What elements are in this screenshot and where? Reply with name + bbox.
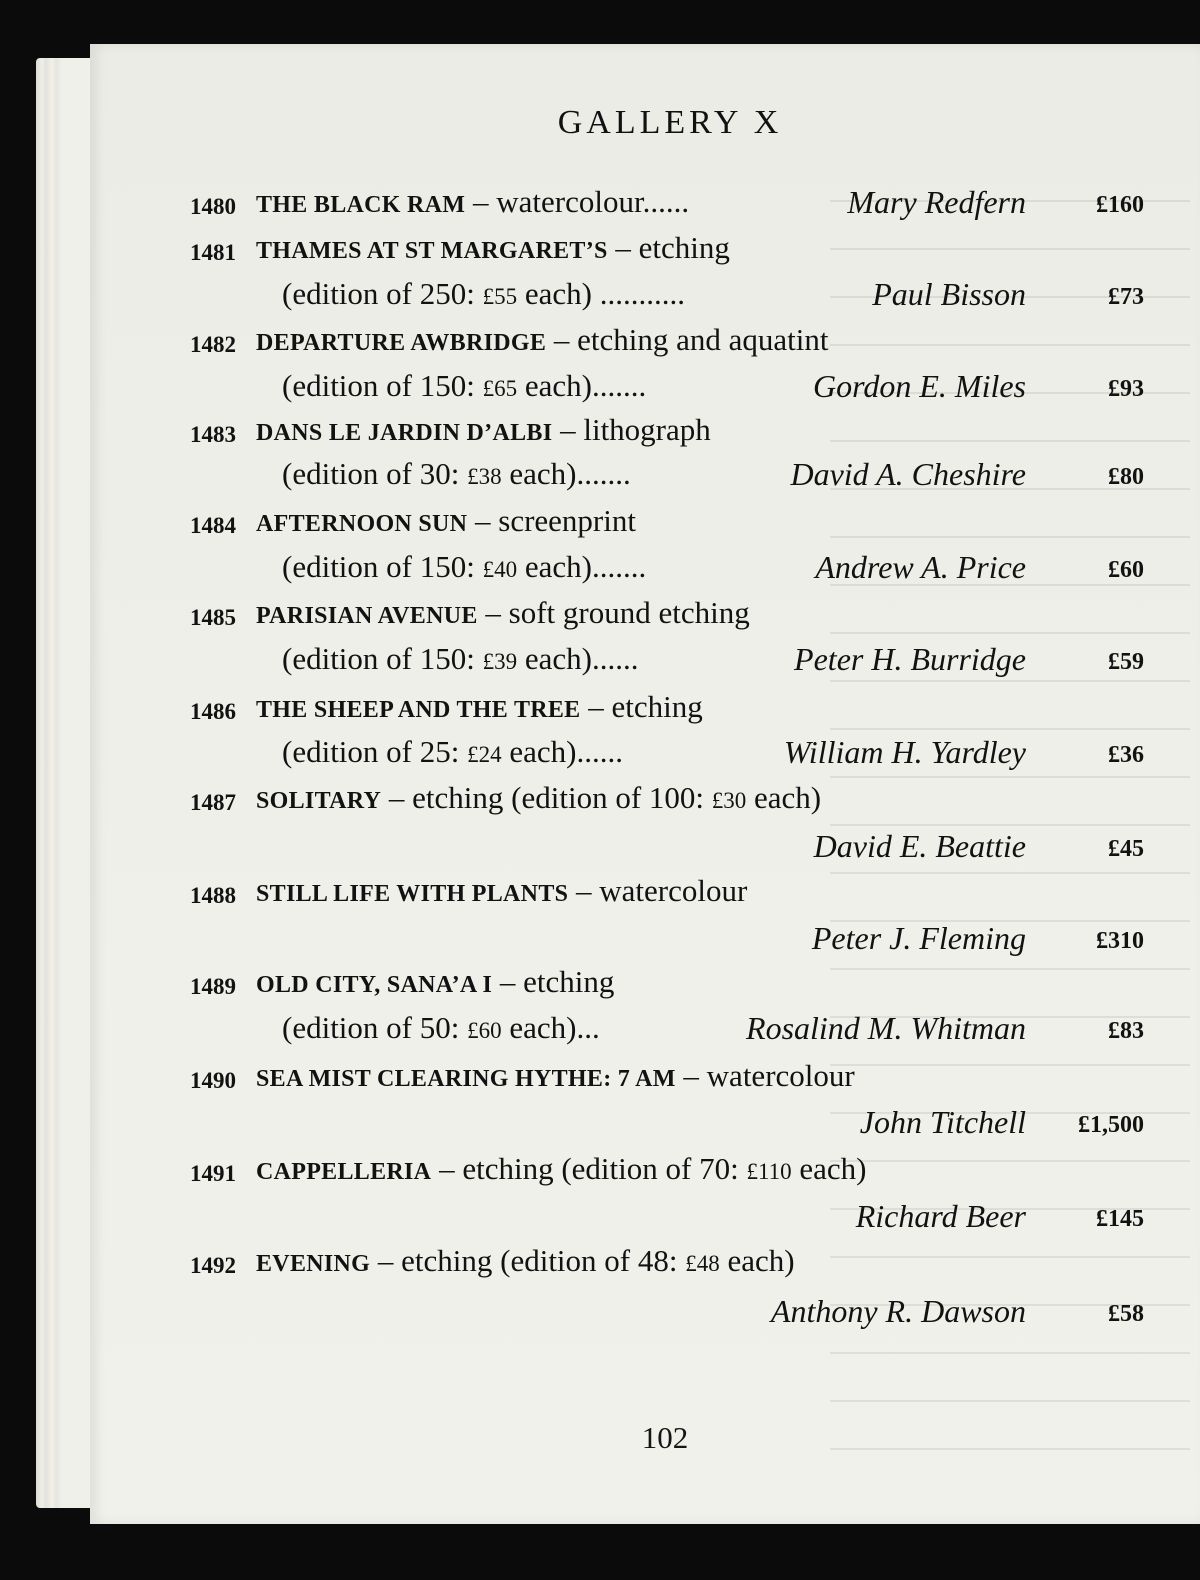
price: £145 — [1096, 1206, 1144, 1232]
dot-leader: ...... — [591, 641, 639, 676]
entry-medium: – watercolour — [465, 184, 643, 219]
edition-each: each) — [517, 276, 592, 311]
edition-label: (edition of 50: — [282, 1010, 468, 1045]
entry-1481 — [0, 230, 1200, 276]
edition-price: £39 — [482, 649, 518, 674]
price: £80 — [1108, 464, 1144, 490]
artist-name: Peter H. Burridge — [794, 641, 1026, 677]
entry-1489-edition — [0, 1010, 1200, 1056]
artist-name: David A. Cheshire — [790, 456, 1026, 492]
entry-number: 1487 — [190, 790, 236, 815]
entry-number: 1489 — [190, 974, 236, 999]
edition-each: each) — [746, 780, 822, 815]
entry-description — [256, 689, 703, 725]
edition-each: each) — [791, 1151, 867, 1186]
dot-leader: ....... — [576, 456, 631, 491]
entry-medium: – etching — [607, 230, 730, 265]
entry-medium: – watercolour — [568, 873, 748, 908]
dot-leader: ...... — [576, 734, 623, 769]
entry-title: EVENING — [256, 1251, 371, 1277]
price: £1,500 — [1078, 1112, 1144, 1138]
entry-title: OLD CITY, SANA’A I — [256, 972, 493, 998]
entry-1487 — [0, 780, 1200, 826]
entry-title: CAPPELLERIA — [256, 1159, 432, 1185]
entry-1486-edition — [0, 734, 1200, 780]
entry-1490-artist-line — [0, 1104, 1200, 1150]
entry-title: PARISIAN AVENUE — [256, 603, 478, 629]
entry-1483 — [0, 412, 1200, 458]
entry-number: 1482 — [190, 332, 236, 357]
edition-label: (edition of 30: — [282, 456, 468, 491]
page-number: 102 — [641, 1420, 689, 1455]
entry-number: 1490 — [190, 1068, 236, 1093]
price: £36 — [1108, 742, 1144, 768]
entry-description — [256, 1243, 795, 1279]
entry-description — [256, 780, 821, 816]
entry-description — [256, 873, 747, 909]
edition-label: (edition of 250: — [282, 276, 483, 311]
entry-description — [256, 322, 829, 358]
entry-medium: – etching and aquatint — [546, 322, 829, 357]
edition-each: each) — [501, 456, 577, 491]
artist-name: Paul Bisson — [872, 276, 1026, 312]
entry-medium: – etching (edition of 70: — [431, 1151, 747, 1186]
entry-1482-edition — [0, 368, 1200, 414]
price: £310 — [1096, 928, 1144, 954]
entry-title: THE SHEEP AND THE TREE — [256, 697, 581, 723]
edition-price: £110 — [746, 1159, 792, 1184]
edition-text — [282, 368, 646, 404]
entry-number: 1492 — [190, 1253, 236, 1278]
artist-name: Peter J. Fleming — [811, 920, 1026, 956]
entry-1491 — [0, 1151, 1200, 1197]
price: £83 — [1108, 1018, 1144, 1044]
dot-leader: ....... — [591, 368, 647, 403]
artist-name: David E. Beattie — [813, 828, 1026, 864]
entry-description — [256, 503, 636, 539]
edition-label: (edition of 150: — [282, 641, 483, 676]
dot-leader: ....... — [591, 549, 647, 584]
entry-description — [256, 595, 750, 631]
price: £93 — [1108, 376, 1144, 402]
dot-leader: ... — [576, 1010, 600, 1045]
edition-label: (edition of 150: — [282, 549, 483, 584]
edition-price: £55 — [482, 284, 518, 309]
entry-1490 — [0, 1058, 1200, 1104]
entry-title: SOLITARY — [256, 788, 382, 814]
entry-title: THE BLACK RAM — [256, 192, 466, 218]
edition-text — [282, 276, 685, 312]
edition-text — [282, 549, 646, 585]
entry-medium: – lithograph — [552, 412, 711, 447]
edition-text — [282, 456, 631, 492]
edition-each: each) — [517, 641, 592, 676]
entry-1483-edition — [0, 456, 1200, 502]
entry-medium: – etching (edition of 48: — [370, 1243, 686, 1278]
price: £160 — [1096, 192, 1144, 218]
edition-label: (edition of 25: — [282, 734, 468, 769]
entry-medium: – screenprint — [467, 503, 636, 538]
entry-1488-artist-line — [0, 920, 1200, 966]
entry-1486 — [0, 689, 1200, 735]
entry-number: 1486 — [190, 699, 236, 724]
artist-name: Richard Beer — [855, 1198, 1026, 1234]
edition-each: each) — [719, 1243, 795, 1278]
entry-medium: – soft ground etching — [477, 595, 750, 630]
entry-number: 1483 — [190, 422, 236, 447]
edition-each: each) — [517, 368, 592, 403]
edition-price: £60 — [467, 1018, 502, 1043]
entry-medium: – etching — [580, 689, 703, 724]
entry-description — [256, 964, 614, 1000]
entry-1484-edition — [0, 549, 1200, 595]
entry-title: STILL LIFE WITH PLANTS — [256, 881, 569, 907]
edition-text — [282, 734, 623, 770]
entry-medium: – etching (edition of 100: — [381, 780, 712, 815]
edition-text — [282, 1010, 600, 1046]
entry-description — [256, 184, 689, 220]
artist-name: Mary Redfern — [847, 184, 1026, 220]
edition-price: £48 — [685, 1251, 720, 1276]
artist-name: Rosalind M. Whitman — [746, 1010, 1026, 1046]
entry-1480 — [0, 184, 1200, 230]
entry-1487-artist-line — [0, 828, 1200, 874]
artist-name: Gordon E. Miles — [812, 368, 1026, 404]
edition-each: each) — [517, 549, 592, 584]
entry-description — [256, 1151, 866, 1187]
entry-number: 1481 — [190, 240, 236, 265]
entry-1485-edition — [0, 641, 1200, 687]
price: £59 — [1108, 649, 1144, 675]
price: £73 — [1108, 284, 1144, 310]
edition-price: £30 — [711, 788, 747, 813]
edition-price: £24 — [467, 742, 502, 767]
artist-name: John Titchell — [859, 1104, 1026, 1140]
edition-each: each) — [501, 734, 577, 769]
entry-1492 — [0, 1243, 1200, 1289]
edition-price: £65 — [482, 376, 518, 401]
entry-1492-artist-line — [0, 1293, 1200, 1339]
entry-number: 1491 — [190, 1161, 236, 1186]
edition-price: £38 — [467, 464, 502, 489]
edition-each: each) — [501, 1010, 577, 1045]
entry-title: THAMES AT ST MARGARET’S — [256, 238, 608, 264]
artist-name: Anthony R. Dawson — [770, 1293, 1026, 1329]
price: £45 — [1108, 836, 1144, 862]
entry-medium: – watercolour — [675, 1058, 855, 1093]
entry-description — [256, 230, 730, 266]
entry-title: DANS LE JARDIN D’ALBI — [256, 420, 553, 446]
entry-1489 — [0, 964, 1200, 1010]
dot-leader: ...... — [642, 184, 690, 219]
price: £58 — [1108, 1301, 1144, 1327]
entry-1482 — [0, 322, 1200, 368]
dot-leader: ........... — [591, 276, 685, 311]
artist-name: Andrew A. Price — [815, 549, 1026, 585]
edition-text — [282, 641, 638, 677]
entry-number: 1488 — [190, 883, 236, 908]
entry-title: DEPARTURE AWBRIDGE — [256, 330, 547, 356]
entry-1491-artist-line — [0, 1198, 1200, 1244]
entry-description — [256, 412, 711, 448]
page-title: GALLERY X — [557, 104, 783, 141]
entry-number: 1480 — [190, 194, 236, 219]
entry-description — [256, 1058, 855, 1094]
entry-1481-edition — [0, 276, 1200, 322]
entry-medium: – etching — [492, 964, 615, 999]
entry-1488 — [0, 873, 1200, 919]
entry-title: AFTERNOON SUN — [256, 511, 468, 537]
price: £60 — [1108, 557, 1144, 583]
entry-1485 — [0, 595, 1200, 641]
entry-title: SEA MIST CLEARING HYTHE: 7 AM — [256, 1066, 676, 1092]
entry-1484 — [0, 503, 1200, 549]
artist-name: William H. Yardley — [783, 734, 1026, 770]
entry-number: 1485 — [190, 605, 236, 630]
entry-number: 1484 — [190, 513, 236, 538]
edition-label: (edition of 150: — [282, 368, 483, 403]
edition-price: £40 — [482, 557, 518, 582]
